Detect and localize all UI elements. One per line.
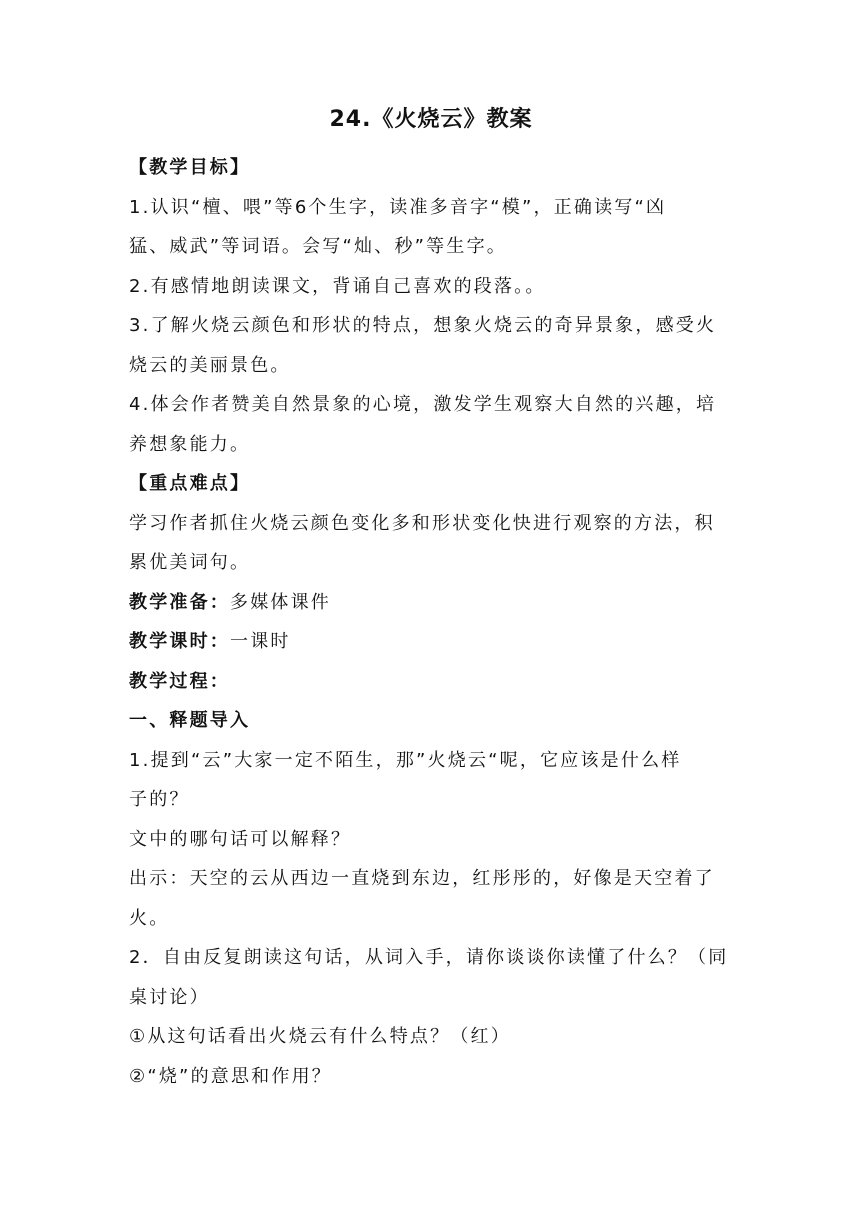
- prep-label: 教学准备：: [129, 591, 230, 613]
- document-title: 24.《火烧云》教案: [329, 107, 533, 132]
- paragraph-2: 文中的哪句话可以解释？: [129, 828, 352, 850]
- prep-row: [129, 583, 733, 623]
- paragraph-3-line-1: 出示：天空的云从西边一直烧到东边，红彤彤的，好像是天空着了: [129, 868, 715, 889]
- focus-heading: 【重点难点】: [129, 473, 251, 494]
- goal-4-line-2: 养想象能力。: [129, 433, 251, 455]
- hours-value: 一课时: [230, 631, 291, 652]
- hours-label: 教学课时：: [129, 631, 230, 652]
- goal-3-line-1: 3.了解火烧云颜色和形状的特点，想象火烧云的奇异景象，感受火: [129, 315, 717, 336]
- hours-row: [129, 622, 733, 662]
- process-heading: 教学过程：: [129, 670, 230, 692]
- goal-1-line-1: 1.认识“檀、喂”等6个生字，读准多音字“模”，正确读写“凶: [129, 196, 667, 218]
- paragraph-1-line-2: 子的？: [129, 789, 190, 810]
- goal-3-line-2: 烧云的美丽景色。: [129, 354, 291, 376]
- focus-line-2: 累优美词句。: [129, 552, 251, 573]
- paragraph-4-line-2: 桌讨论）: [129, 986, 210, 1008]
- paragraph-1-line-1: 1.提到“云”大家一定不陌生，那”火烧云“呢，它应该是什么样: [129, 749, 682, 771]
- section-1-heading: 一、释题导入: [129, 710, 251, 731]
- goal-1-line-2: 猛、威武”等词语。会写“灿、秒”等生字。: [129, 236, 507, 257]
- focus-line-1: 学习作者抓住火烧云颜色变化多和形状变化快进行观察的方法，积: [129, 512, 715, 534]
- prep-value: 多媒体课件: [230, 591, 331, 613]
- goal-2: 2.有感情地朗读课文，背诵自己喜欢的段落。。: [129, 275, 546, 297]
- paragraph-3-line-2: 火。: [129, 907, 170, 929]
- question-2: ②“烧”的意思和作用？: [129, 1065, 332, 1087]
- goals-heading: 【教学目标】: [129, 157, 251, 178]
- document-body: [129, 100, 733, 1096]
- question-1: ①从这句话看出火烧云有什么特点？（红）: [129, 1026, 511, 1047]
- goal-4-line-1: 4.体会作者赞美自然景象的心境，激发学生观察大自然的兴趣，培: [129, 394, 717, 415]
- paragraph-4-line-1: 2．自由反复朗读这句话，从词入手，请你谈谈你读懂了什么？（同: [129, 947, 729, 968]
